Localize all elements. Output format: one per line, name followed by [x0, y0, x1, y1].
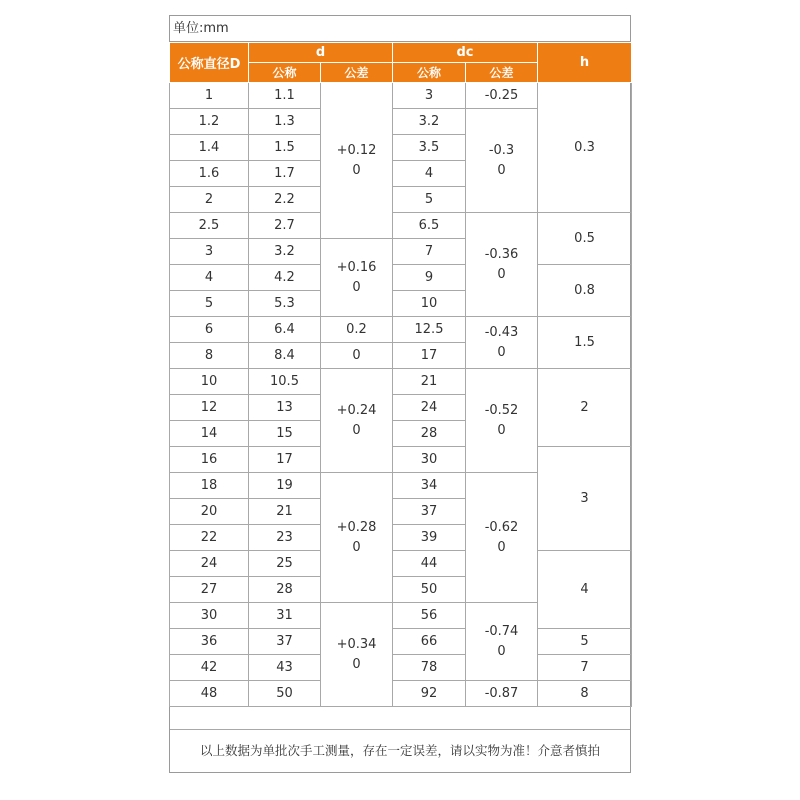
- header-h: h: [538, 43, 632, 83]
- cell-D: 1.2: [170, 109, 249, 135]
- cell-d: 19: [249, 473, 321, 499]
- dc-tolerance-cell: -0.3 0: [466, 109, 538, 213]
- dc-tolerance-cell: -0.52 0: [466, 369, 538, 473]
- spec-table-frame: [169, 15, 631, 773]
- cell-D: 36: [170, 629, 249, 655]
- cell-D: 20: [170, 499, 249, 525]
- cell-D: 1.4: [170, 135, 249, 161]
- cell-d: 1.3: [249, 109, 321, 135]
- d-tolerance-cell: 0.2: [321, 317, 393, 343]
- cell-D: 2: [170, 187, 249, 213]
- cell-dc: 9: [393, 265, 466, 291]
- cell-dc: 30: [393, 447, 466, 473]
- cell-D: 14: [170, 421, 249, 447]
- h-cell: 0.8: [538, 265, 632, 317]
- cell-D: 16: [170, 447, 249, 473]
- dimension-table: [169, 42, 632, 707]
- d-tolerance-cell: +0.24 0: [321, 369, 393, 473]
- cell-dc: 17: [393, 343, 466, 369]
- cell-d: 31: [249, 603, 321, 629]
- d-tolerance-cell: +0.28 0: [321, 473, 393, 603]
- cell-D: 48: [170, 681, 249, 707]
- header-dc-tolerance: 公差: [466, 63, 538, 83]
- cell-dc: 3: [393, 83, 466, 109]
- d-tolerance-cell: +0.34 0: [321, 603, 393, 707]
- h-cell: 2: [538, 369, 632, 447]
- h-cell: 7: [538, 655, 632, 681]
- dc-tolerance-cell: -0.43 0: [466, 317, 538, 369]
- cell-dc: 4: [393, 161, 466, 187]
- cell-D: 22: [170, 525, 249, 551]
- cell-D: 1.6: [170, 161, 249, 187]
- h-cell: 5: [538, 629, 632, 655]
- h-cell: 1.5: [538, 317, 632, 369]
- cell-D: 3: [170, 239, 249, 265]
- cell-dc: 5: [393, 187, 466, 213]
- cell-dc: 92: [393, 681, 466, 707]
- cell-d: 37: [249, 629, 321, 655]
- cell-d: 15: [249, 421, 321, 447]
- cell-d: 1.7: [249, 161, 321, 187]
- footer-note: 以上数据为单批次手工测量，存在一定误差，请以实物为准！介意者慎拍: [170, 729, 630, 772]
- cell-D: 10: [170, 369, 249, 395]
- cell-D: 8: [170, 343, 249, 369]
- cell-dc: 3.2: [393, 109, 466, 135]
- header-d-nominal: 公称: [249, 63, 321, 83]
- cell-d: 13: [249, 395, 321, 421]
- d-tolerance-cell: +0.12 0: [321, 83, 393, 239]
- cell-D: 1: [170, 83, 249, 109]
- cell-dc: 21: [393, 369, 466, 395]
- dc-tolerance-cell: -0.74 0: [466, 603, 538, 681]
- header-dc: dc: [393, 43, 538, 63]
- cell-dc: 10: [393, 291, 466, 317]
- cell-D: 24: [170, 551, 249, 577]
- cell-d: 43: [249, 655, 321, 681]
- cell-d: 23: [249, 525, 321, 551]
- cell-dc: 50: [393, 577, 466, 603]
- cell-d: 21: [249, 499, 321, 525]
- d-tolerance-cell: 0: [321, 343, 393, 369]
- cell-d: 25: [249, 551, 321, 577]
- header-d-tolerance: 公差: [321, 63, 393, 83]
- d-tolerance-cell: +0.16 0: [321, 239, 393, 317]
- cell-dc: 56: [393, 603, 466, 629]
- header-dc-nominal: 公称: [393, 63, 466, 83]
- cell-d: 28: [249, 577, 321, 603]
- cell-D: 30: [170, 603, 249, 629]
- header-d: d: [249, 43, 393, 63]
- cell-D: 6: [170, 317, 249, 343]
- unit-label: 单位:mm: [170, 16, 630, 42]
- h-cell: 4: [538, 551, 632, 629]
- h-cell: 0.5: [538, 213, 632, 265]
- cell-D: 18: [170, 473, 249, 499]
- cell-dc: 66: [393, 629, 466, 655]
- dc-tolerance-cell: -0.36 0: [466, 213, 538, 317]
- cell-D: 27: [170, 577, 249, 603]
- cell-dc: 24: [393, 395, 466, 421]
- cell-dc: 39: [393, 525, 466, 551]
- dc-tolerance-cell: -0.87: [466, 681, 538, 707]
- cell-d: 6.4: [249, 317, 321, 343]
- h-cell: 0.3: [538, 83, 632, 213]
- cell-d: 2.2: [249, 187, 321, 213]
- cell-dc: 12.5: [393, 317, 466, 343]
- cell-D: 12: [170, 395, 249, 421]
- cell-d: 4.2: [249, 265, 321, 291]
- cell-dc: 7: [393, 239, 466, 265]
- cell-d: 1.5: [249, 135, 321, 161]
- cell-D: 42: [170, 655, 249, 681]
- cell-d: 2.7: [249, 213, 321, 239]
- cell-d: 3.2: [249, 239, 321, 265]
- cell-D: 4: [170, 265, 249, 291]
- cell-d: 1.1: [249, 83, 321, 109]
- cell-D: 5: [170, 291, 249, 317]
- cell-d: 10.5: [249, 369, 321, 395]
- cell-dc: 34: [393, 473, 466, 499]
- h-cell: 8: [538, 681, 632, 707]
- cell-d: 5.3: [249, 291, 321, 317]
- cell-dc: 28: [393, 421, 466, 447]
- dc-tolerance-cell: -0.62 0: [466, 473, 538, 603]
- header-nominal-diameter: 公称直径D: [170, 43, 249, 83]
- dc-tolerance-cell: -0.25: [466, 83, 538, 109]
- cell-dc: 37: [393, 499, 466, 525]
- h-cell: 3: [538, 447, 632, 551]
- cell-dc: 3.5: [393, 135, 466, 161]
- cell-d: 8.4: [249, 343, 321, 369]
- cell-dc: 78: [393, 655, 466, 681]
- cell-D: 2.5: [170, 213, 249, 239]
- cell-d: 50: [249, 681, 321, 707]
- cell-dc: 44: [393, 551, 466, 577]
- cell-d: 17: [249, 447, 321, 473]
- cell-dc: 6.5: [393, 213, 466, 239]
